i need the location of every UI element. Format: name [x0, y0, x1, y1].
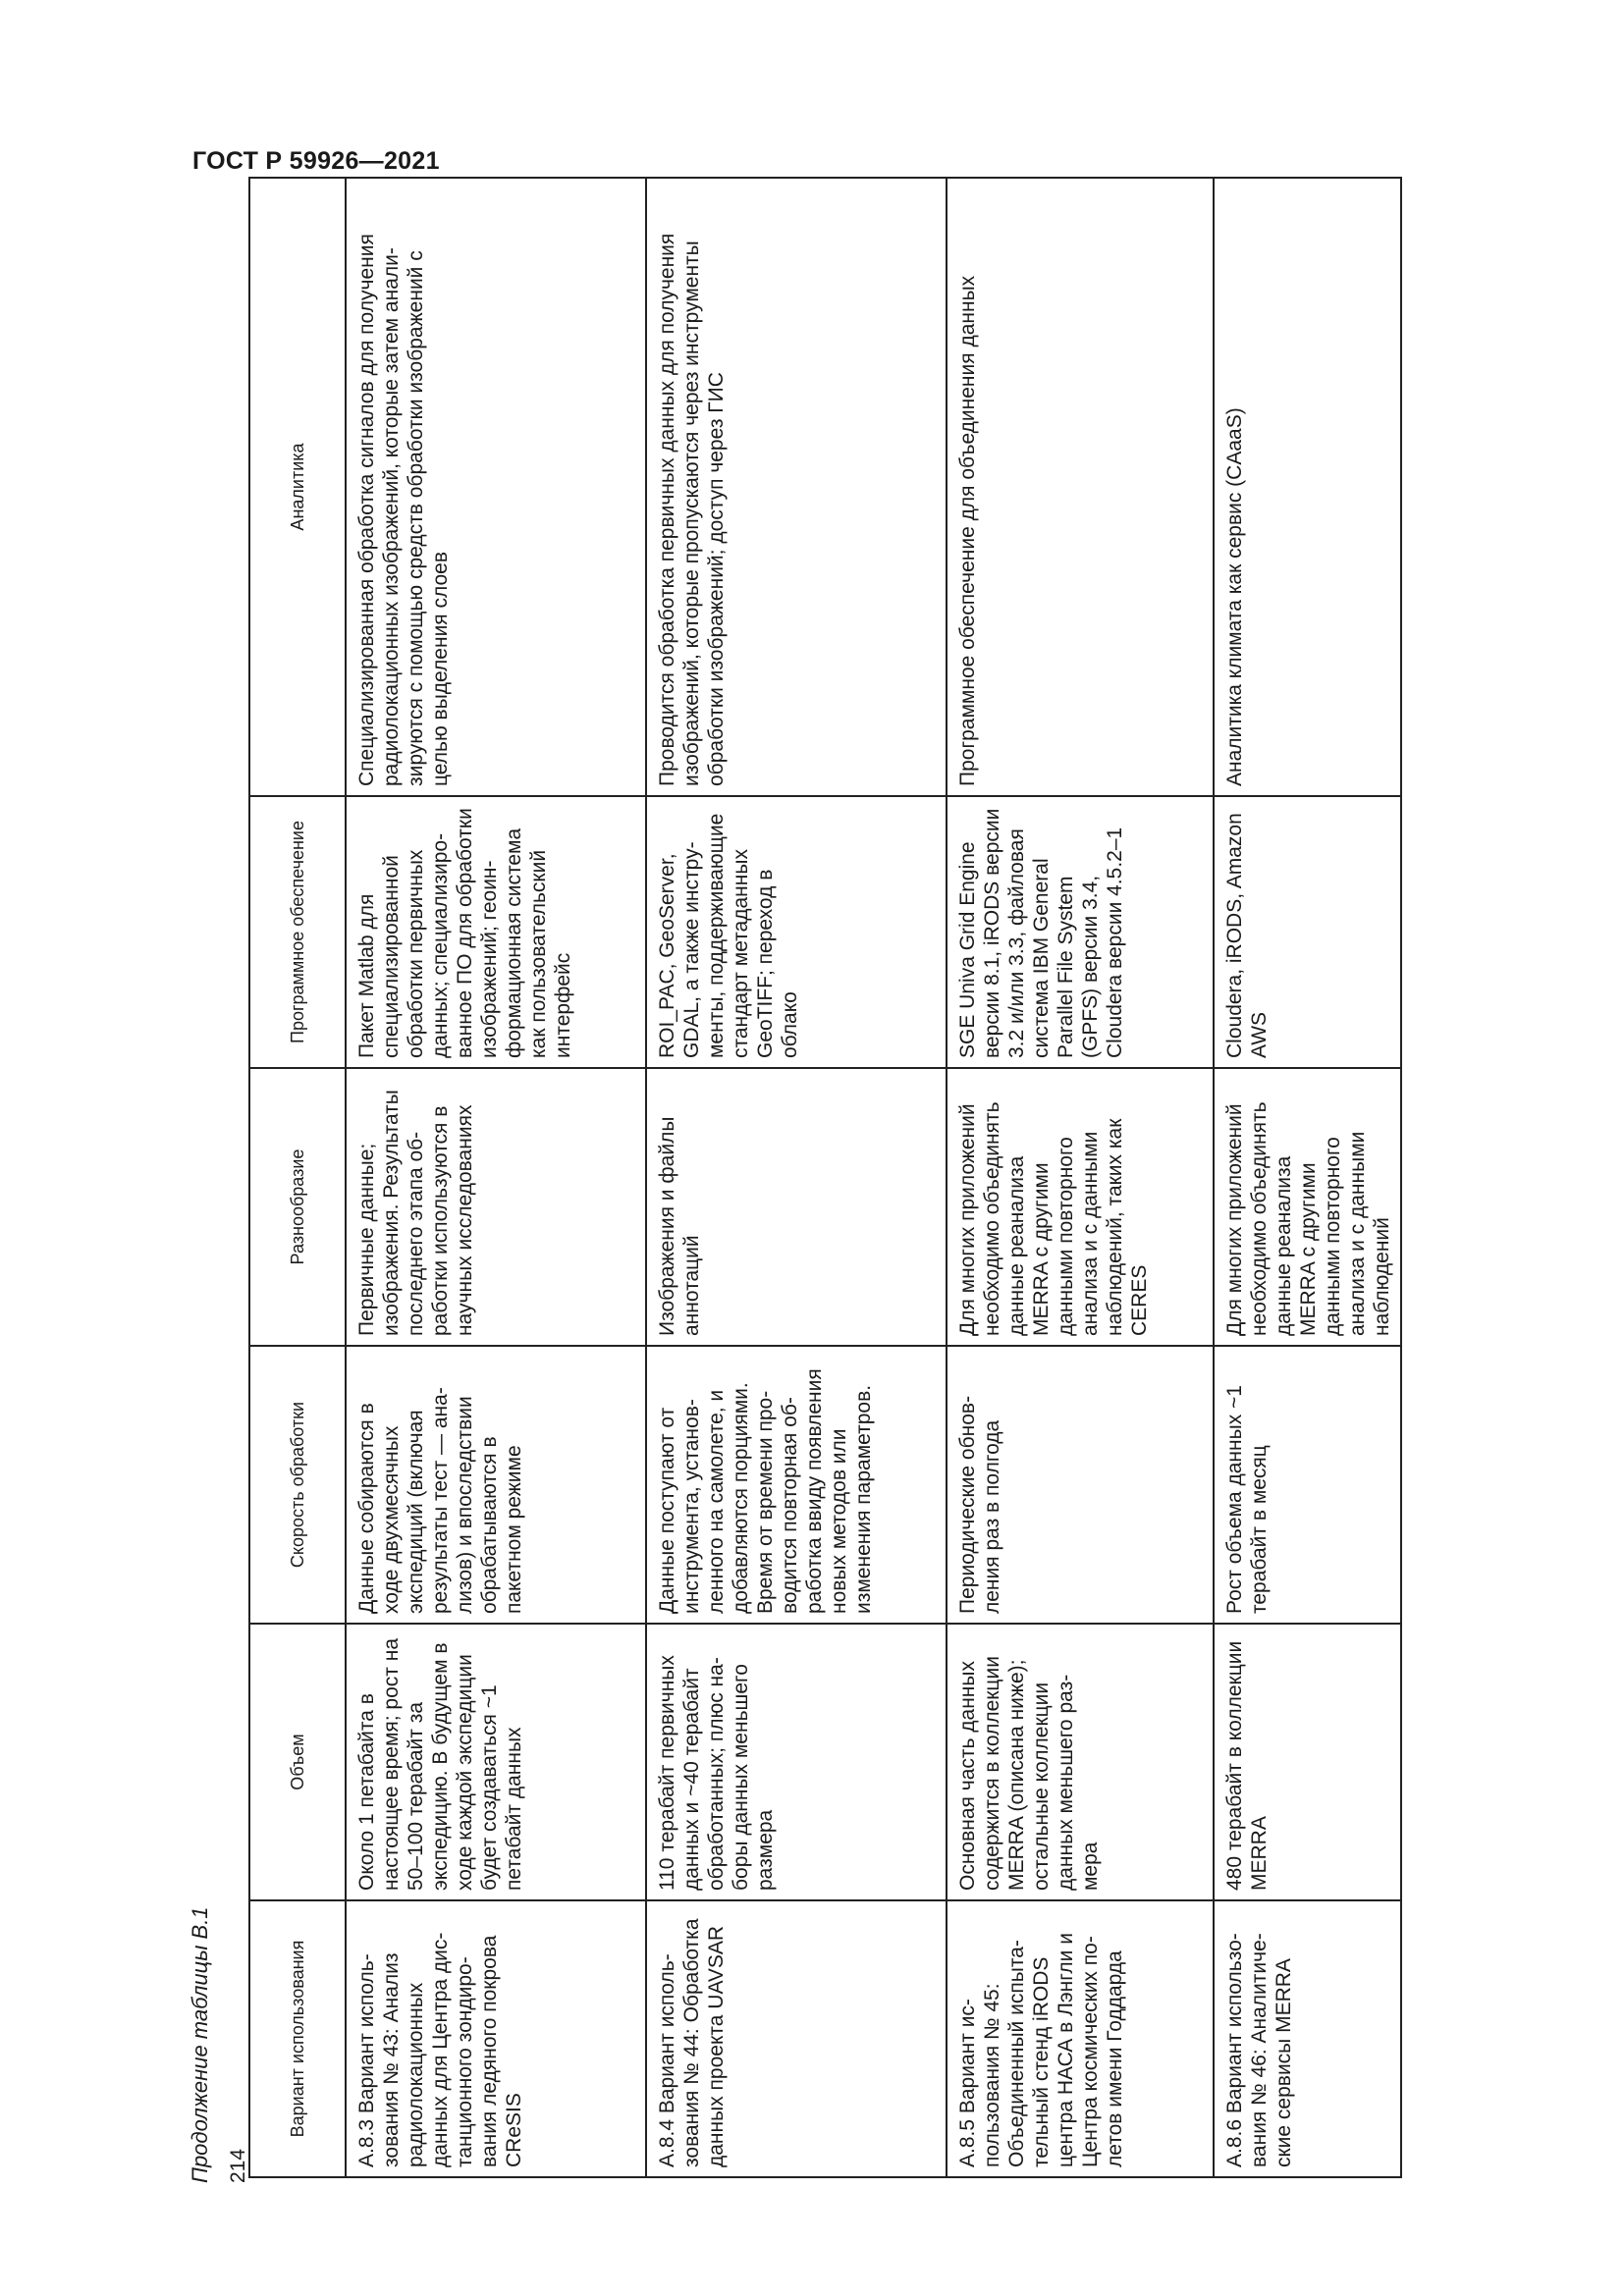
column-header-volume: Объем — [249, 1624, 346, 1900]
rotated-table-section — [188, 179, 1393, 2183]
table-cell: Изображения и файлы аннотаций — [646, 1068, 947, 1346]
table-cell: Данные собираются в ходе двухмесячных экспедиций (включая результаты тест — анализов) и впоследствии обрабатываются в пакетном режиме — [346, 1346, 646, 1624]
page-number: 214 — [227, 2148, 249, 2183]
column-header-variety: Разнообразие — [249, 1068, 346, 1346]
table-cell: 110 терабайт первичных данных и ~40 терабайт обработанных; плюс наборы данных меньшего размера — [646, 1624, 947, 1900]
table-cell: Аналитика климата как сервис (CAaaS) — [1214, 178, 1401, 796]
table-cell: Периодические обновления раз в полгода — [947, 1346, 1214, 1624]
table-cell: Для многих приложений необходимо объединять данные реанализа MERRA с другими данными повторного анализа и с данными наблюдений, таких как CERES — [947, 1068, 1214, 1346]
table-cell: Первичные данные; изображения. Результаты последнего этапа обработки используются в научных исследованиях — [346, 1068, 646, 1346]
column-header-use-case: Вариант использования — [249, 1900, 346, 2177]
column-header-velocity: Скорость обработки — [249, 1346, 346, 1624]
table-cell: Рост объема данных ~1 терабайт в месяц — [1214, 1346, 1401, 1624]
table-cell: Специализированная обработка сигналов для получения радиолокационных изображений, которые затем анализируются с помощью средств обработки изображений с целью выделения слоев — [346, 178, 646, 796]
table-cell: А.8.3 Вариант использования № 43: Анализ радиолокационных данных для Центра дистанционного зондирования ледяного покрова CReSIS — [346, 1900, 646, 2177]
table-cell: Пакет Matlab для специализированной обработки первичных данных; специализированное ПО для обработки изображений; геоинформационная система как пользовательский интерфейс — [346, 796, 646, 1068]
table-cell: Проводится обработка первичных данных для получения изображений, которые пропускаются через инструменты обработки изображений; доступ через ГИС — [646, 178, 947, 796]
table-cell: Cloudera, iRODS, Amazon AWS — [1214, 796, 1401, 1068]
data-table — [248, 177, 1402, 2178]
table-header-row — [249, 178, 346, 2177]
column-header-software: Программное обеспечение — [249, 796, 346, 1068]
table-cell: Для многих приложений необходимо объединять данные реанализа MERRA с другими данными повторного анализа и с данными наблюдений — [1214, 1068, 1401, 1346]
table-cell: Около 1 петабайта в настоящее время; рост на 50–100 терабайт за экспедицию. В будущем в ходе каждой экспедиции будет создаваться ~1 петабайт данных — [346, 1624, 646, 1900]
table-row — [346, 178, 646, 2177]
table-row — [646, 178, 947, 2177]
column-header-analytics: Аналитика — [249, 178, 346, 796]
table-row — [947, 178, 1214, 2177]
table-cell: А.8.6 Вариант использования № 46: Аналитические сервисы MERRA — [1214, 1900, 1401, 2177]
table-cell: Программное обеспечение для объединения данных — [947, 178, 1214, 796]
table-cell: ROI_PAC, GeoServer, GDAL, а также инструменты, поддерживающие стандарт метаданных GeoTIFF; переход в облако — [646, 796, 947, 1068]
table-cell: А.8.5 Вариант использования № 45: Объединенный испытательный стенд iRODS центра НАСА в Лэнгли и Центра космических полетов имени Годдарда — [947, 1900, 1214, 2177]
table-cell: SGE Univa Grid Engine версии 8.1, iRODS версии 3.2 и/или 3.3, файловая система IBM General Parallel File System (GPFS) версии 3.4, Cloudera версии 4.5.2–1 — [947, 796, 1214, 1068]
table-continuation-caption: Продолжение таблицы В.1 — [188, 1906, 212, 2183]
table-row — [1214, 178, 1401, 2177]
table-cell: 480 терабайт в коллекции MERRA — [1214, 1624, 1401, 1900]
table-cell: Данные поступают от инструмента, установленного на самолете, и добавляются порциями. Время от времени проводится повторная обработка ввиду появления новых методов или изменения параметров. — [646, 1346, 947, 1624]
document-code: ГОСТ Р 59926—2021 — [192, 147, 440, 175]
table-cell: А.8.4 Вариант использования № 44: Обработка данных проекта UAVSAR — [646, 1900, 947, 2177]
table-cell: Основная часть данных содержится в коллекции MERRA (описана ниже); остальные коллекции данных меньшего размера — [947, 1624, 1214, 1900]
